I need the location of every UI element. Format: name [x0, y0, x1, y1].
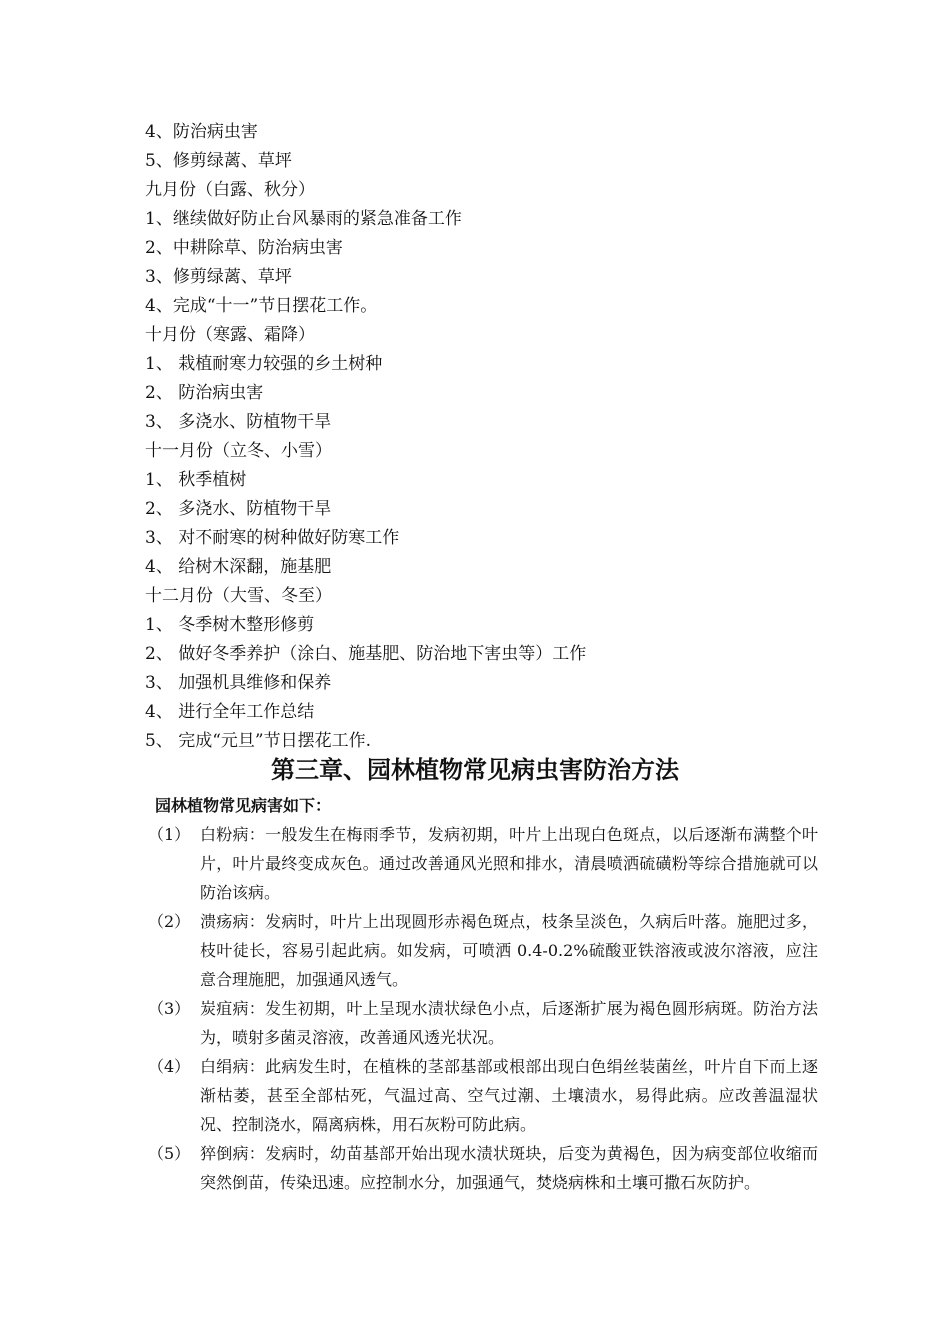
- disease-number: （2）: [148, 912, 191, 931]
- disease-number: （1）: [148, 825, 191, 844]
- schedule-line: 1、继续做好防止台风暴雨的紧急准备工作: [145, 209, 462, 229]
- schedule-line: 3、 多浇水、防植物干旱: [145, 412, 332, 432]
- disease-number: （4）: [148, 1057, 191, 1076]
- chapter-title: 第三章、园林植物常见病虫害防治方法: [271, 756, 679, 784]
- disease-item: [148, 994, 818, 1052]
- schedule-line: 4、 进行全年工作总结: [145, 702, 315, 722]
- schedule-line: 1、 秋季植树: [145, 470, 247, 490]
- disease-number: （5）: [148, 1144, 191, 1163]
- schedule-line: 2、 防治病虫害: [145, 383, 264, 403]
- monthly-schedule-list: [145, 118, 845, 756]
- schedule-line: 1、 冬季树木整形修剪: [145, 615, 315, 635]
- disease-item: [148, 820, 818, 907]
- disease-item: [148, 907, 818, 994]
- schedule-line: 3、 对不耐寒的树种做好防寒工作: [145, 528, 400, 548]
- disease-text: 白粉病：一般发生在梅雨季节，发病初期，叶片上出现白色斑点，以后逐渐布满整个叶片，叶片最终变成灰色。通过改善通风光照和排水，清晨喷洒硫磺粉等综合措施就可以防治该病。: [200, 825, 818, 902]
- month-heading-december: 十二月份（大雪、冬至）: [145, 586, 332, 606]
- disease-text: 炭疽病：发生初期，叶上呈现水渍状绿色小点，后逐渐扩展为褐色圆形病斑。防治方法为，喷射多菌灵溶液，改善通风透光状况。: [200, 999, 818, 1047]
- month-heading-september: 九月份（白露、秋分）: [145, 180, 315, 200]
- disease-item: [148, 1139, 818, 1197]
- schedule-line: 4、防治病虫害: [145, 122, 258, 142]
- month-heading-october: 十月份（寒露、霜降）: [145, 325, 315, 345]
- schedule-line: 3、 加强机具维修和保养: [145, 673, 332, 693]
- schedule-line: 5、 完成“元旦”节日摆花工作.: [145, 731, 372, 751]
- schedule-line: 1、 栽植耐寒力较强的乡土树种: [145, 354, 383, 374]
- schedule-line: 2、 多浇水、防植物干旱: [145, 499, 332, 519]
- disease-number: （3）: [148, 999, 191, 1018]
- disease-text: 溃疡病：发病时，叶片上出现圆形赤褐色斑点，枝条呈淡色，久病后叶落。施肥过多，枝叶徒长，容易引起此病。如发病，可喷洒 0.4-0.2%硫酸亚铁溶液或波尔溶液，应注意合理施肥，加强通风透气。: [200, 912, 818, 989]
- disease-text: 猝倒病：发病时，幼苗基部开始出现水渍状斑块，后变为黄褐色，因为病变部位收缩而突然倒苗，传染迅速。应控制水分，加强通气，焚烧病株和土壤可撒石灰防护。: [200, 1144, 818, 1192]
- schedule-line: 4、完成“十一”节日摆花工作。: [145, 296, 378, 316]
- disease-text: 白绢病：此病发生时，在植株的茎部基部或根部出现白色绢丝装菌丝，叶片自下而上逐渐枯萎，甚至全部枯死，气温过高、空气过潮、土壤渍水，易得此病。应改善温湿状况、控制浇水，隔离病株，用石灰粉可防此病。: [200, 1057, 818, 1134]
- section-heading: 园林植物常见病害如下：: [155, 796, 332, 815]
- disease-list: [148, 820, 818, 1197]
- schedule-line: 2、中耕除草、防治病虫害: [145, 238, 343, 258]
- schedule-line: 4、 给树木深翻，施基肥: [145, 557, 332, 577]
- month-heading-november: 十一月份（立冬、小雪）: [145, 441, 332, 461]
- schedule-line: 3、修剪绿蓠、草坪: [145, 267, 292, 287]
- disease-item: [148, 1052, 818, 1139]
- schedule-line: 2、 做好冬季养护（涂白、施基肥、防治地下害虫等）工作: [145, 644, 587, 664]
- schedule-line: 5、修剪绿蓠、草坪: [145, 151, 292, 171]
